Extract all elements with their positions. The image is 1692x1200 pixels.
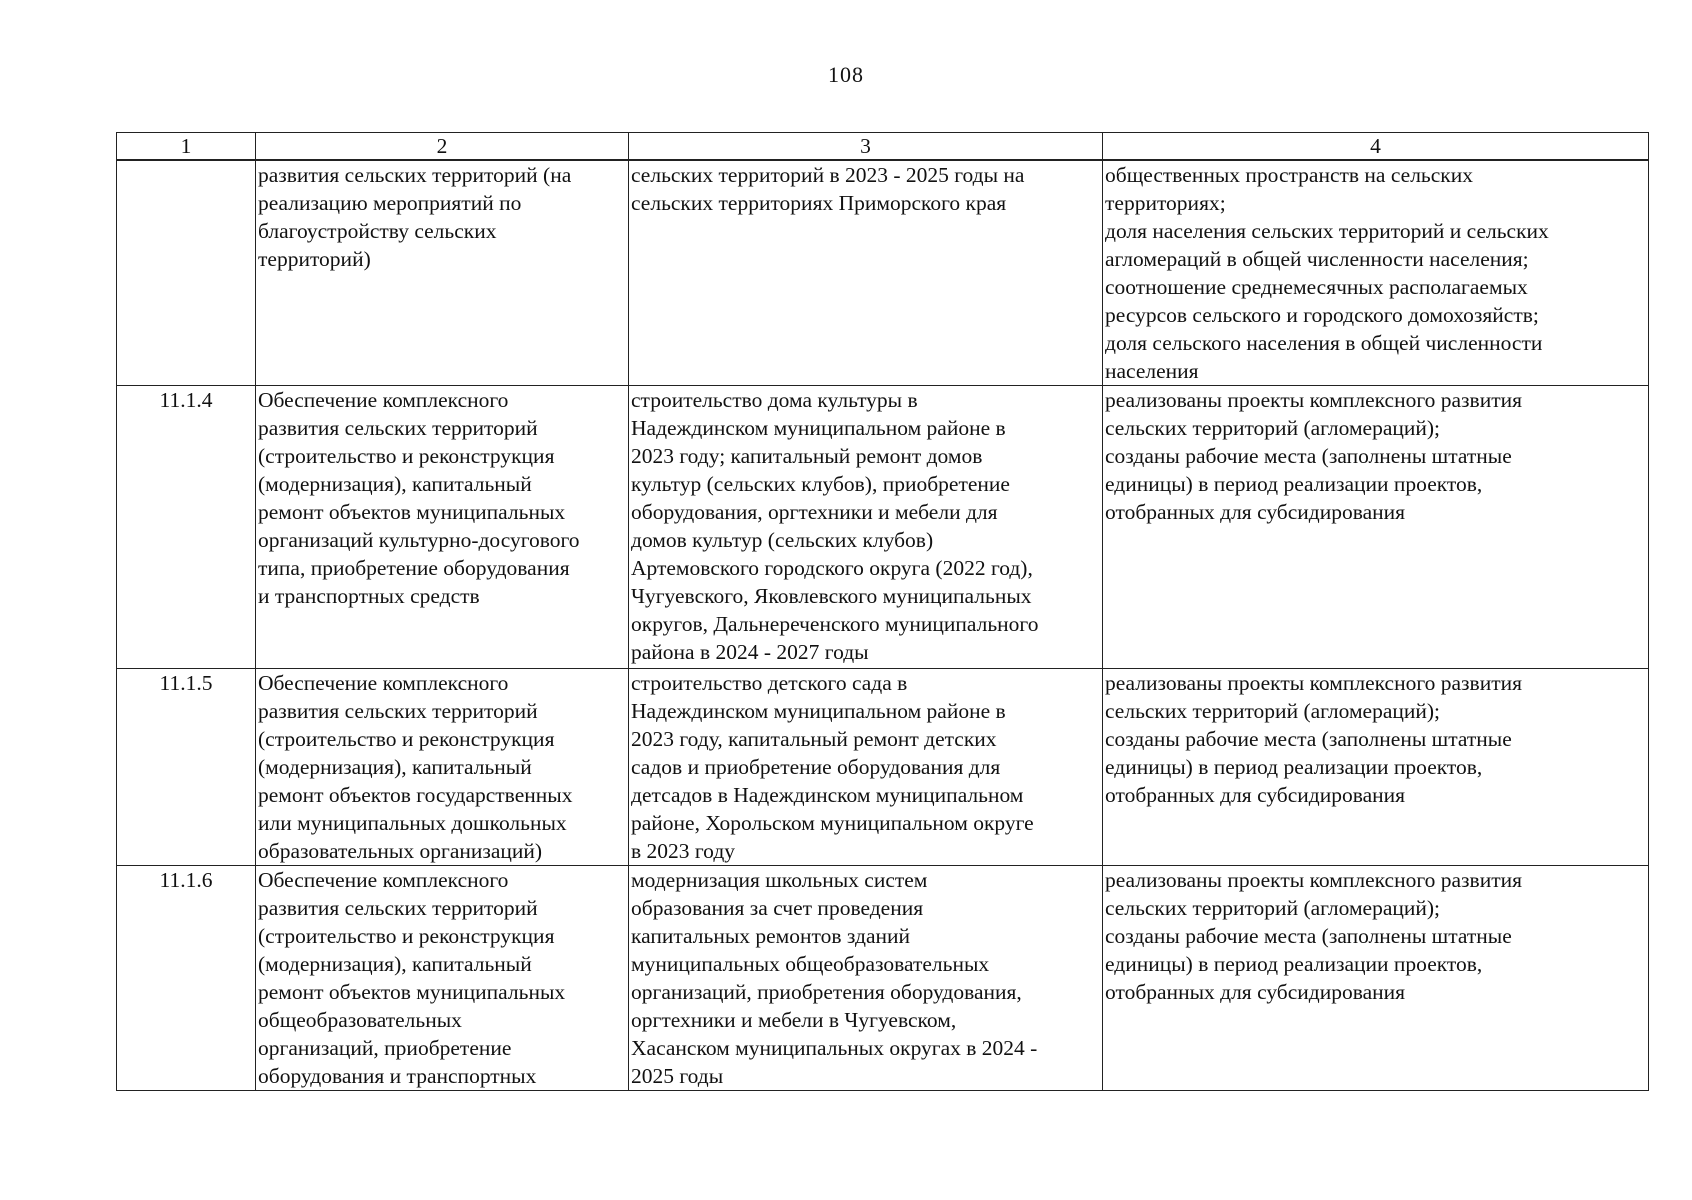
table-row (117, 669, 1649, 866)
column-header-3: 3 (629, 133, 1103, 161)
program-table (116, 132, 1649, 1091)
measure-name: Обеспечение комплексного развития сельских территорий (строительство и реконструкция (модернизация), капитальный ремонт объектов муниципальных организаций культурно-досугового типа, приобретение оборудования и транспортных средств (256, 386, 629, 669)
row-number: 11.1.4 (117, 386, 256, 669)
measure-description: модернизация школьных систем образования за счет проведения капитальных ремонтов зданий муниципальных общеобразовательных организаций, приобретения оборудования, оргтехники и мебели в Чугуевском, Хасанском муниципальных округах в 2024 - 2025 годы (629, 866, 1103, 1091)
table-header-row (117, 133, 1649, 161)
measure-result: общественных пространств на сельских территориях; доля населения сельских территорий и сельских агломераций в общей численности населения; соотношение среднемесячных располагаемых ресурсов сельского и городского домохозяйств; доля сельского населения в общей численности населения (1103, 160, 1649, 386)
measure-description: строительство дома культуры в Надеждинском муниципальном районе в 2023 году; капитальный ремонт домов культур (сельских клубов), приобретение оборудования, оргтехники и мебели для домов культур (сельских клубов) Артемовского городского округа (2022 год), Чугуевского, Яковлевского муниципальных округов, Дальнереченского муниципального района в 2024 - 2027 годы (629, 386, 1103, 669)
row-number (117, 160, 256, 386)
table-row (117, 386, 1649, 669)
measure-name: Обеспечение комплексного развития сельских территорий (строительство и реконструкция (модернизация), капитальный ремонт объектов государственных или муниципальных дошкольных образовательных организаций) (256, 669, 629, 866)
table-row (117, 866, 1649, 1091)
column-header-2: 2 (256, 133, 629, 161)
column-header-1: 1 (117, 133, 256, 161)
measure-name: развития сельских территорий (на реализацию мероприятий по благоустройству сельских территорий) (256, 160, 629, 386)
measure-name: Обеспечение комплексного развития сельских территорий (строительство и реконструкция (модернизация), капитальный ремонт объектов муниципальных общеобразовательных организаций, приобретение оборудования и транспортных (256, 866, 629, 1091)
measure-result: реализованы проекты комплексного развития сельских территорий (агломераций); созданы рабочие места (заполнены штатные единицы) в период реализации проектов, отобранных для субсидирования (1103, 386, 1649, 669)
row-number: 11.1.5 (117, 669, 256, 866)
measure-description: строительство детского сада в Надеждинском муниципальном районе в 2023 году, капитальный ремонт детских садов и приобретение оборудования для детсадов в Надеждинском муниципальном районе, Хорольском муниципальном округе в 2023 году (629, 669, 1103, 866)
column-header-4: 4 (1103, 133, 1649, 161)
table-row (117, 160, 1649, 386)
measure-result: реализованы проекты комплексного развития сельских территорий (агломераций); созданы рабочие места (заполнены штатные единицы) в период реализации проектов, отобранных для субсидирования (1103, 669, 1649, 866)
measure-description: сельских территорий в 2023 - 2025 годы на сельских территориях Приморского края (629, 160, 1103, 386)
row-number: 11.1.6 (117, 866, 256, 1091)
page-number: 108 (828, 62, 864, 87)
measure-result: реализованы проекты комплексного развития сельских территорий (агломераций); созданы рабочие места (заполнены штатные единицы) в период реализации проектов, отобранных для субсидирования (1103, 866, 1649, 1091)
